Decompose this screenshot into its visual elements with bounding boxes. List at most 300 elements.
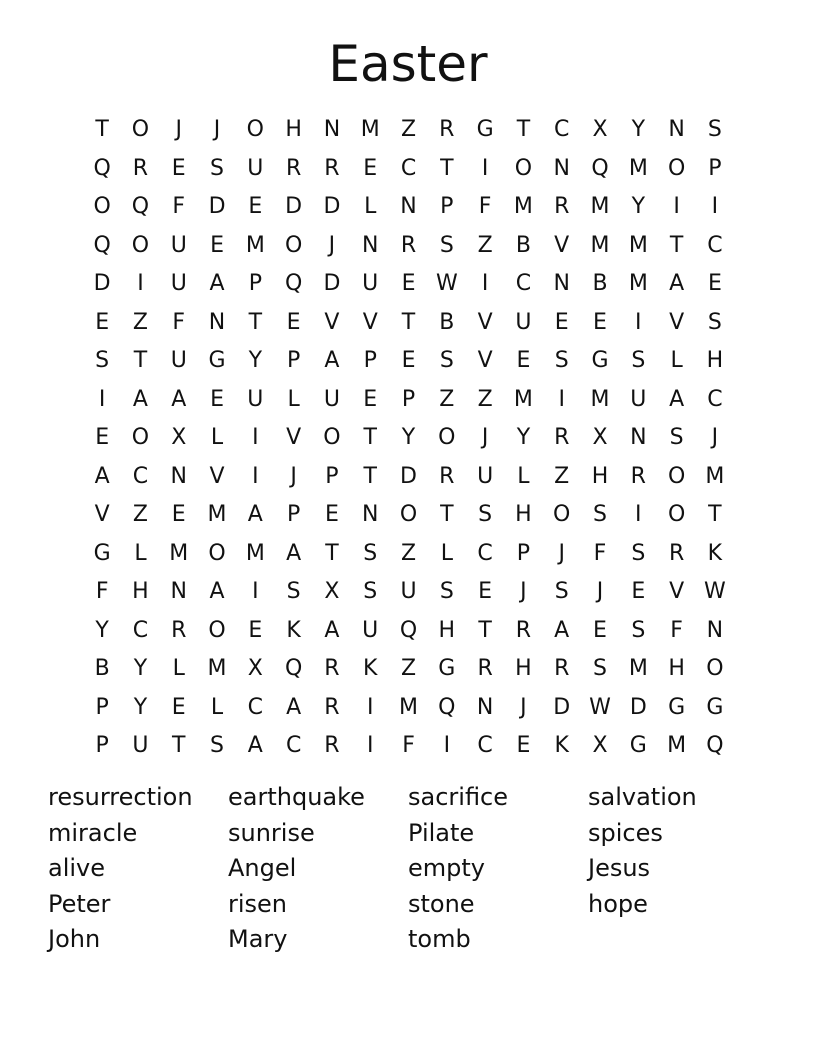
grid-letter: U xyxy=(247,155,264,181)
grid-row xyxy=(83,227,734,266)
grid-letter: E xyxy=(516,733,531,758)
grid-letter: F xyxy=(172,309,186,335)
grid-letter: R xyxy=(171,617,187,643)
grid-letter: V xyxy=(477,348,493,373)
grid-letter: A xyxy=(669,271,685,296)
grid-letter: S xyxy=(593,502,607,527)
grid-letter: D xyxy=(553,694,571,720)
grid-letter: J xyxy=(596,579,604,604)
grid-letter: M xyxy=(628,271,648,296)
grid-letter: Z xyxy=(554,463,570,489)
grid-letter: U xyxy=(170,232,187,258)
grid-row xyxy=(83,650,734,689)
grid-letter: O xyxy=(514,155,533,181)
word-bank-item: resurrection xyxy=(48,783,193,811)
grid-letter: A xyxy=(171,386,187,412)
grid-letter: S xyxy=(669,425,684,450)
grid-letter: C xyxy=(132,463,149,489)
grid-letter: K xyxy=(707,540,723,566)
grid-letter: M xyxy=(360,117,380,142)
grid-letter: X xyxy=(324,579,340,604)
word-column xyxy=(48,780,228,958)
grid-letter: S xyxy=(210,733,225,758)
grid-letter: Z xyxy=(400,540,417,566)
grid-letter: Y xyxy=(133,694,148,720)
grid-letter: H xyxy=(285,117,302,142)
grid-letter: N xyxy=(668,117,685,142)
grid-letter: T xyxy=(133,348,148,373)
grid-letter: G xyxy=(208,348,226,373)
grid-letter: G xyxy=(668,694,686,720)
grid-letter: O xyxy=(93,194,111,219)
grid-letter: R xyxy=(630,463,646,489)
grid-letter: N xyxy=(170,463,187,489)
grid-letter: L xyxy=(210,425,224,450)
grid-letter: D xyxy=(208,194,226,219)
grid-letter: R xyxy=(400,232,417,258)
grid-letter: R xyxy=(324,656,340,681)
grid-letter: V xyxy=(324,309,340,335)
grid-letter: T xyxy=(516,117,531,142)
grid-letter: V xyxy=(286,425,302,450)
grid-letter: P xyxy=(248,271,262,296)
word-column xyxy=(408,780,588,958)
grid-letter: G xyxy=(438,656,456,681)
grid-letter: C xyxy=(707,386,723,412)
grid-letter: J xyxy=(558,540,565,566)
grid-letter: R xyxy=(554,425,570,450)
grid-letter: U xyxy=(477,463,494,489)
grid-letter: V xyxy=(94,502,110,527)
grid-letter: E xyxy=(516,348,531,373)
grid-letter: I xyxy=(481,271,489,296)
grid-letter: B xyxy=(94,656,110,681)
grid-letter: D xyxy=(629,694,647,720)
grid-letter: E xyxy=(401,348,416,373)
grid-letter: F xyxy=(593,540,607,566)
grid-letter: R xyxy=(324,733,340,758)
grid-letter: Z xyxy=(477,232,493,258)
grid-letter: S xyxy=(478,502,493,527)
grid-letter: Q xyxy=(706,733,724,758)
grid-letter: M xyxy=(245,540,265,566)
grid-letter: O xyxy=(667,155,686,181)
grid-letter: U xyxy=(515,309,532,335)
grid-letter: S xyxy=(631,540,646,566)
grid-letter: T xyxy=(440,502,454,527)
grid-letter: R xyxy=(477,656,493,681)
grid-letter: X xyxy=(592,117,608,142)
grid-letter: S xyxy=(554,579,569,604)
grid-letter: C xyxy=(400,155,417,181)
grid-letter: T xyxy=(363,425,377,450)
grid-letter: U xyxy=(323,386,340,412)
grid-letter: Z xyxy=(400,117,417,142)
grid-letter: Q xyxy=(284,656,303,681)
grid-letter: T xyxy=(401,309,416,335)
grid-row xyxy=(83,188,734,227)
grid-letter: H xyxy=(515,502,532,527)
grid-letter: S xyxy=(439,579,454,604)
grid-letter: J xyxy=(290,463,297,489)
grid-letter: Y xyxy=(631,117,646,142)
grid-letter: K xyxy=(363,656,378,681)
grid-letter: R xyxy=(439,117,455,142)
grid-letter: D xyxy=(323,271,341,296)
grid-letter: P xyxy=(95,733,109,758)
grid-letter: G xyxy=(93,540,111,566)
grid-letter: T xyxy=(478,617,492,643)
grid-letter: S xyxy=(439,232,454,258)
word-bank-item: sacrifice xyxy=(408,783,509,811)
grid-letter: N xyxy=(323,117,341,142)
grid-letter: F xyxy=(402,733,415,758)
grid-letter: I xyxy=(137,271,144,296)
grid-letter: V xyxy=(362,309,378,335)
grid-letter: G xyxy=(629,733,647,758)
grid-letter: T xyxy=(440,155,454,181)
word-bank-item: tomb xyxy=(408,925,471,953)
grid-letter: B xyxy=(515,232,531,258)
grid-letter: D xyxy=(323,194,341,219)
grid-letter: M xyxy=(207,502,227,527)
grid-letter: J xyxy=(711,425,719,450)
grid-letter: M xyxy=(667,733,687,758)
grid-letter: H xyxy=(132,579,149,604)
grid-row xyxy=(83,265,734,304)
grid-letter: L xyxy=(364,194,377,219)
grid-letter: M xyxy=(207,656,227,681)
grid-letter: E xyxy=(210,232,224,258)
grid-letter: V xyxy=(554,232,570,258)
grid-letter: A xyxy=(247,502,263,527)
grid-letter: C xyxy=(132,617,149,643)
letter-grid xyxy=(83,111,734,766)
grid-letter: Z xyxy=(439,386,455,412)
grid-letter: O xyxy=(246,117,264,142)
grid-letter: I xyxy=(98,386,106,412)
grid-letter: U xyxy=(362,617,379,643)
grid-letter: M xyxy=(169,540,189,566)
grid-letter: I xyxy=(252,425,259,450)
grid-letter: S xyxy=(439,348,454,373)
grid-row xyxy=(83,689,734,728)
grid-letter: O xyxy=(284,232,303,258)
grid-letter: J xyxy=(328,232,336,258)
grid-letter: J xyxy=(520,694,527,720)
grid-letter: E xyxy=(363,155,378,181)
grid-letter: A xyxy=(247,733,263,758)
grid-letter: P xyxy=(363,348,377,373)
grid-letter: U xyxy=(630,386,647,412)
grid-letter: P xyxy=(286,348,301,373)
grid-letter: T xyxy=(669,232,684,258)
grid-letter: M xyxy=(513,194,533,219)
grid-letter: U xyxy=(400,579,417,604)
grid-letter: P xyxy=(95,694,109,720)
grid-letter: U xyxy=(247,386,264,412)
word-column xyxy=(228,780,408,958)
grid-letter: E xyxy=(554,309,569,335)
grid-letter: Y xyxy=(516,425,531,450)
grid-letter: Y xyxy=(631,194,646,219)
grid-letter: M xyxy=(628,232,648,258)
word-bank-item: earthquake xyxy=(228,783,365,811)
grid-letter: N xyxy=(208,309,226,335)
grid-letter: L xyxy=(670,348,683,373)
grid-row xyxy=(83,150,734,189)
word-bank-item: Peter xyxy=(48,889,111,918)
grid-letter: Z xyxy=(477,386,493,412)
grid-letter: J xyxy=(213,117,221,142)
grid-letter: O xyxy=(208,540,226,566)
grid-letter: O xyxy=(667,502,686,527)
grid-letter: C xyxy=(285,733,302,758)
grid-letter: Q xyxy=(438,694,456,720)
grid-letter: F xyxy=(95,579,109,604)
grid-letter: O xyxy=(131,425,150,450)
grid-letter: Z xyxy=(132,502,148,527)
grid-letter: X xyxy=(592,733,608,758)
grid-letter: H xyxy=(668,656,685,681)
grid-letter: F xyxy=(172,194,186,219)
grid-letter: J xyxy=(520,579,527,604)
grid-letter: E xyxy=(324,502,339,527)
grid-letter: S xyxy=(707,117,722,142)
grid-letter: C xyxy=(477,733,493,758)
word-bank-item: Mary xyxy=(228,925,288,953)
grid-letter: C xyxy=(554,117,570,142)
grid-letter: K xyxy=(554,733,569,758)
grid-letter: U xyxy=(170,348,187,373)
grid-letter: O xyxy=(553,502,571,527)
grid-letter: R xyxy=(439,463,455,489)
grid-row xyxy=(83,342,734,381)
grid-letter: U xyxy=(132,733,149,758)
word-column xyxy=(588,780,768,958)
grid-letter: F xyxy=(670,617,683,643)
grid-letter: W xyxy=(704,579,726,604)
grid-letter: S xyxy=(363,540,378,566)
word-bank xyxy=(48,780,768,958)
grid-letter: G xyxy=(706,694,724,720)
grid-letter: L xyxy=(134,540,147,566)
grid-letter: R xyxy=(554,656,570,681)
grid-letter: S xyxy=(95,348,110,373)
grid-letter: O xyxy=(438,425,456,450)
grid-letter: L xyxy=(440,540,453,566)
grid-letter: E xyxy=(171,694,186,720)
grid-letter: E xyxy=(707,271,722,296)
grid-letter: E xyxy=(248,194,263,219)
word-bank-item: salvation xyxy=(588,783,697,811)
grid-letter: N xyxy=(553,271,570,296)
grid-letter: X xyxy=(171,425,187,450)
grid-letter: M xyxy=(245,232,265,258)
grid-letter: S xyxy=(631,348,646,373)
grid-letter: Y xyxy=(401,425,416,450)
grid-letter: C xyxy=(477,540,493,566)
grid-letter: M xyxy=(590,194,610,219)
grid-letter: H xyxy=(515,656,532,681)
grid-letter: E xyxy=(363,386,378,412)
grid-letter: J xyxy=(175,117,182,142)
grid-letter: G xyxy=(476,117,494,142)
grid-letter: N xyxy=(361,232,379,258)
grid-letter: H xyxy=(706,348,724,373)
grid-letter: V xyxy=(669,579,685,604)
grid-letter: V xyxy=(669,309,685,335)
word-bank-item: alive xyxy=(48,854,106,882)
grid-letter: R xyxy=(324,155,340,181)
grid-letter: K xyxy=(286,617,301,643)
grid-letter: I xyxy=(481,155,489,181)
grid-letter: A xyxy=(209,579,225,604)
grid-letter: S xyxy=(631,617,646,643)
grid-letter: L xyxy=(172,656,185,681)
grid-letter: A xyxy=(286,540,302,566)
grid-letter: H xyxy=(438,617,456,643)
grid-letter: R xyxy=(285,155,302,181)
grid-letter: I xyxy=(366,733,374,758)
grid-letter: P xyxy=(325,463,339,489)
grid-letter: D xyxy=(285,194,303,219)
grid-letter: I xyxy=(443,733,451,758)
grid-letter: M xyxy=(590,232,610,258)
grid-letter: G xyxy=(591,348,609,373)
grid-letter: I xyxy=(711,194,719,219)
grid-letter: M xyxy=(628,656,648,681)
word-bank-item: stone xyxy=(408,889,475,918)
grid-letter: A xyxy=(324,617,340,643)
grid-letter: M xyxy=(590,386,610,412)
word-bank-item: John xyxy=(48,925,101,953)
grid-letter: Q xyxy=(131,194,150,219)
grid-letter: Y xyxy=(248,348,263,373)
grid-letter: M xyxy=(513,386,533,412)
grid-row xyxy=(83,496,734,535)
grid-letter: A xyxy=(132,386,148,412)
grid-letter: W xyxy=(435,271,458,296)
grid-letter: O xyxy=(208,617,226,643)
grid-letter: O xyxy=(667,463,686,489)
grid-letter: U xyxy=(362,271,379,296)
grid-letter: E xyxy=(95,309,110,335)
grid-letter: E xyxy=(95,425,110,450)
grid-letter: I xyxy=(635,502,642,527)
grid-letter: E xyxy=(593,309,607,335)
grid-letter: R xyxy=(554,194,570,219)
grid-letter: I xyxy=(558,386,565,412)
word-bank-item: miracle xyxy=(48,818,138,847)
grid-letter: T xyxy=(708,502,722,527)
grid-letter: N xyxy=(361,502,379,527)
grid-letter: I xyxy=(366,694,374,720)
grid-letter: A xyxy=(94,463,110,489)
word-bank-item: risen xyxy=(228,889,288,918)
grid-row xyxy=(83,458,734,497)
grid-letter: C xyxy=(515,271,532,296)
grid-letter: I xyxy=(252,579,259,604)
grid-letter: Q xyxy=(591,155,609,181)
grid-letter: P xyxy=(286,502,301,527)
grid-letter: E xyxy=(286,309,301,335)
grid-letter: N xyxy=(476,694,494,720)
grid-letter: Q xyxy=(284,271,303,296)
grid-letter: S xyxy=(554,348,569,373)
grid-row xyxy=(83,535,734,574)
grid-letter: S xyxy=(286,579,301,604)
grid-letter: M xyxy=(399,694,419,720)
grid-letter: E xyxy=(171,502,186,527)
grid-letter: T xyxy=(363,463,377,489)
grid-letter: X xyxy=(592,425,608,450)
grid-letter: Y xyxy=(133,656,148,681)
grid-letter: X xyxy=(247,656,263,681)
grid-letter: U xyxy=(170,271,187,296)
grid-letter: C xyxy=(247,694,264,720)
grid-letter: L xyxy=(517,463,530,489)
grid-letter: P xyxy=(516,540,531,566)
grid-row xyxy=(83,727,734,766)
grid-letter: Z xyxy=(400,656,417,681)
grid-letter: S xyxy=(593,656,607,681)
grid-letter: Y xyxy=(95,617,109,643)
grid-letter: V xyxy=(477,309,493,335)
grid-letter: R xyxy=(515,617,532,643)
grid-letter: R xyxy=(132,155,149,181)
grid-letter: E xyxy=(248,617,263,643)
word-bank-item: sunrise xyxy=(228,818,315,847)
grid-letter: I xyxy=(252,463,259,489)
grid-letter: O xyxy=(131,117,150,142)
grid-letter: R xyxy=(324,694,340,720)
grid-letter: S xyxy=(363,579,378,604)
word-bank-item: Angel xyxy=(228,854,297,882)
grid-letter: E xyxy=(593,617,607,643)
grid-letter: N xyxy=(170,579,187,604)
grid-letter: L xyxy=(210,694,224,720)
word-bank-item: empty xyxy=(408,854,485,882)
grid-letter: O xyxy=(131,232,150,258)
grid-letter: W xyxy=(589,694,611,720)
grid-letter: O xyxy=(399,502,418,527)
grid-letter: E xyxy=(401,271,416,296)
grid-letter: A xyxy=(669,386,685,412)
grid-letter: I xyxy=(673,194,680,219)
grid-letter: F xyxy=(478,194,492,219)
page-title: Easter xyxy=(328,35,488,93)
grid-letter: A xyxy=(209,271,225,296)
grid-letter: S xyxy=(707,309,722,335)
grid-row xyxy=(83,612,734,651)
grid-letter: A xyxy=(324,348,340,373)
word-bank-item: hope xyxy=(588,889,648,918)
grid-letter: V xyxy=(209,463,225,489)
grid-row xyxy=(83,111,734,150)
grid-letter: L xyxy=(287,386,300,412)
grid-letter: T xyxy=(325,540,339,566)
grid-letter: M xyxy=(628,155,648,181)
word-bank-item: Pilate xyxy=(408,818,475,847)
grid-letter: P xyxy=(708,155,722,181)
grid-letter: N xyxy=(553,155,570,181)
grid-letter: E xyxy=(210,386,224,412)
grid-letter: T xyxy=(172,733,186,758)
grid-letter: P xyxy=(401,386,416,412)
grid-letter: D xyxy=(400,463,417,489)
grid-letter: R xyxy=(668,540,685,566)
